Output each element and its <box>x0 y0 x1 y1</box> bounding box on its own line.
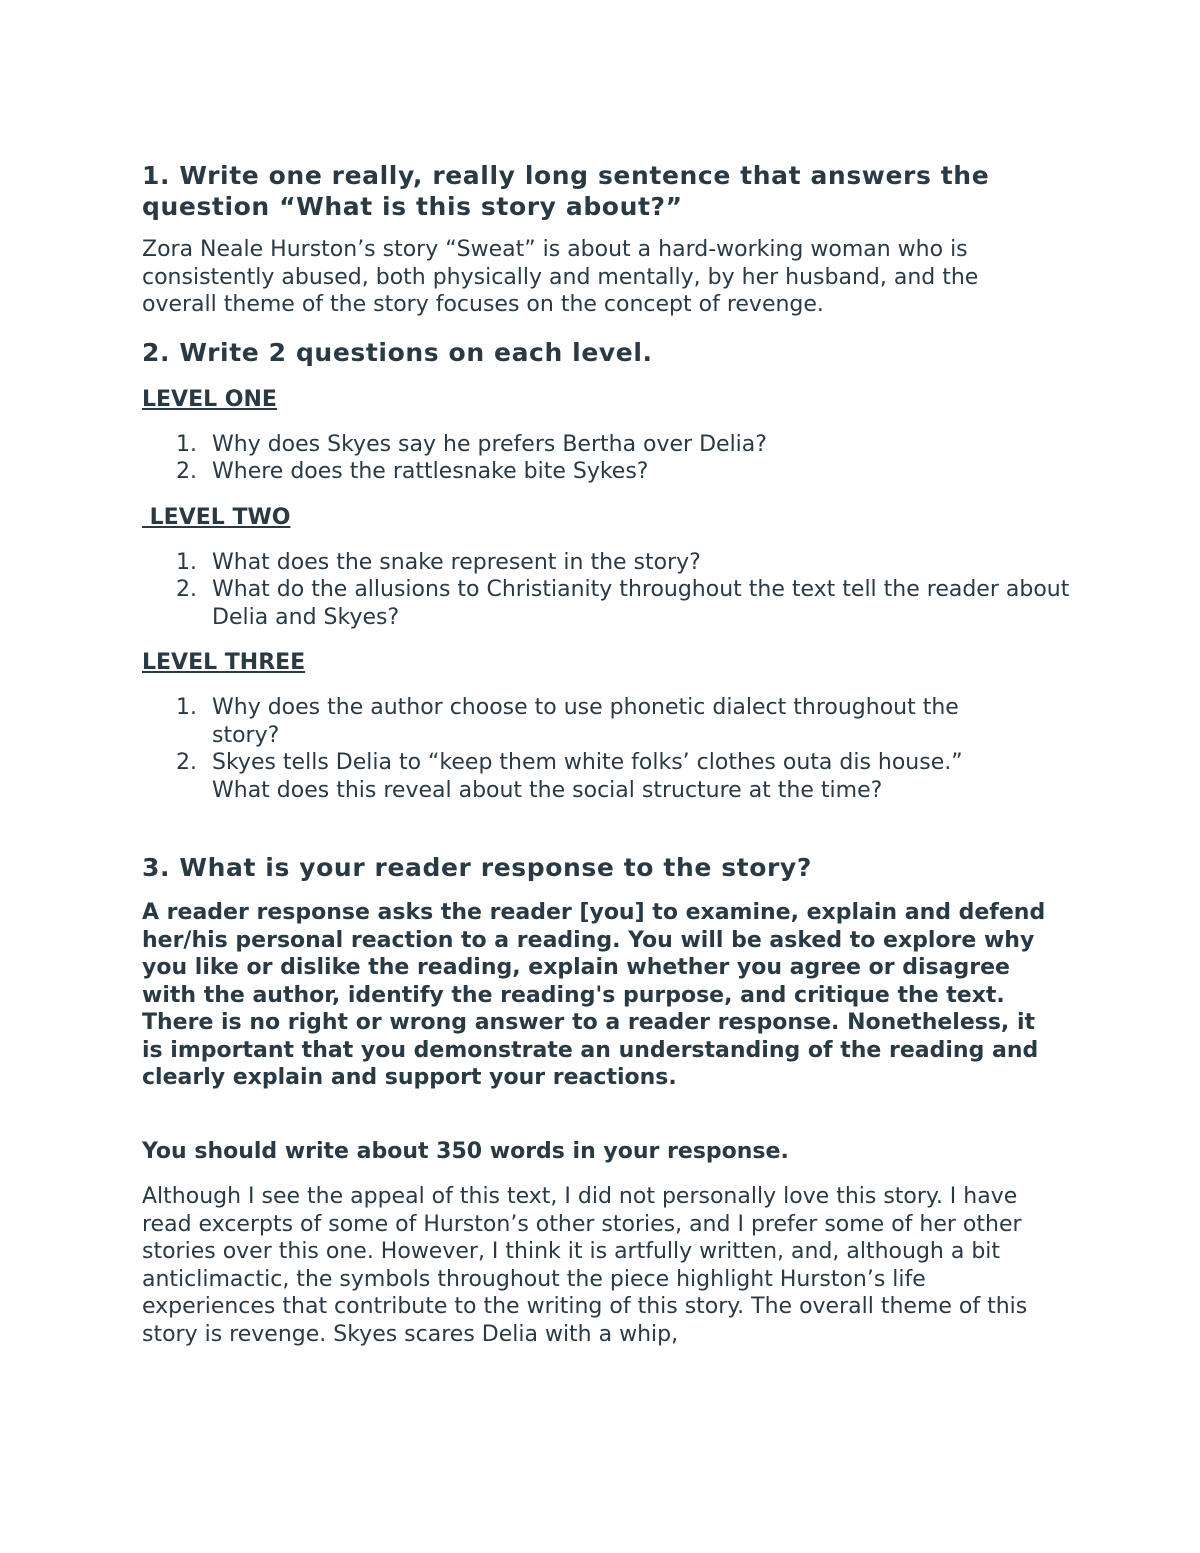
list-item: 1. Why does Skyes say he prefers Bertha over Delia? <box>176 431 767 457</box>
list-item: 2. Skyes tells Delia to “keep them white folks’ clothes outa dis house.” What does this reveal about the social structure at the time? <box>176 750 963 803</box>
level-one-list <box>142 431 1072 486</box>
level-three-label: LEVEL THREE <box>142 650 306 675</box>
level-two-label: LEVEL TWO <box>142 504 291 530</box>
question-1-answer: Zora Neale Hurston’s story “Sweat” is about a hard-working woman who is consistently abused, both physically and mentally, by her husband, and the overall theme of the story focuses on the concept of revenge. <box>142 237 979 317</box>
reader-response-text: Although I see the appeal of this text, I did not personally love this story. I have read excerpts of some of Hurston’s other stories, and I prefer some of her other stories over this one. However, I think it is artfully written, and, although a bit anticlimactic, the symbols throughout the piece highlight Hurston’s life experiences that contribute to the writing of this story. The overall theme of this story is revenge. Skyes scares Delia with a whip, <box>142 1184 1028 1347</box>
question-1-heading: 1. Write one really, really long sentence that answers the question “What is this story about?” <box>142 161 990 221</box>
list-item: 1. Why does the author choose to use phonetic dialect throughout the story? <box>176 695 959 748</box>
question-2-heading: 2. Write 2 questions on each level. <box>142 337 653 367</box>
level-two-list <box>142 549 1072 632</box>
question-3-heading: 3. What is your reader response to the story? <box>142 853 812 882</box>
reader-response-instructions: A reader response asks the reader [you] to examine, explain and defend her/his personal reaction to a reading. You will be asked to explore why you like or dislike the reading, explain whether you agree or disagree with the author, identify the reading's purpose, and critique the text. There is no right or wrong answer to a reader response. Nonetheless, it is important that you demonstrate an understanding of the reading and clearly explain and support your reactions. <box>142 900 1046 1090</box>
level-one-label: LEVEL ONE <box>142 386 277 412</box>
list-item: 2. What do the allusions to Christianity throughout the text tell the reader about Delia and Skyes? <box>176 577 1070 630</box>
document-content <box>142 160 1072 1348</box>
level-three-list <box>142 694 1072 804</box>
word-count-note: You should write about 350 words in your response. <box>142 1138 789 1164</box>
list-item: 2. Where does the rattlesnake bite Sykes? <box>176 459 649 484</box>
list-item: 1. What does the snake represent in the story? <box>176 549 701 575</box>
